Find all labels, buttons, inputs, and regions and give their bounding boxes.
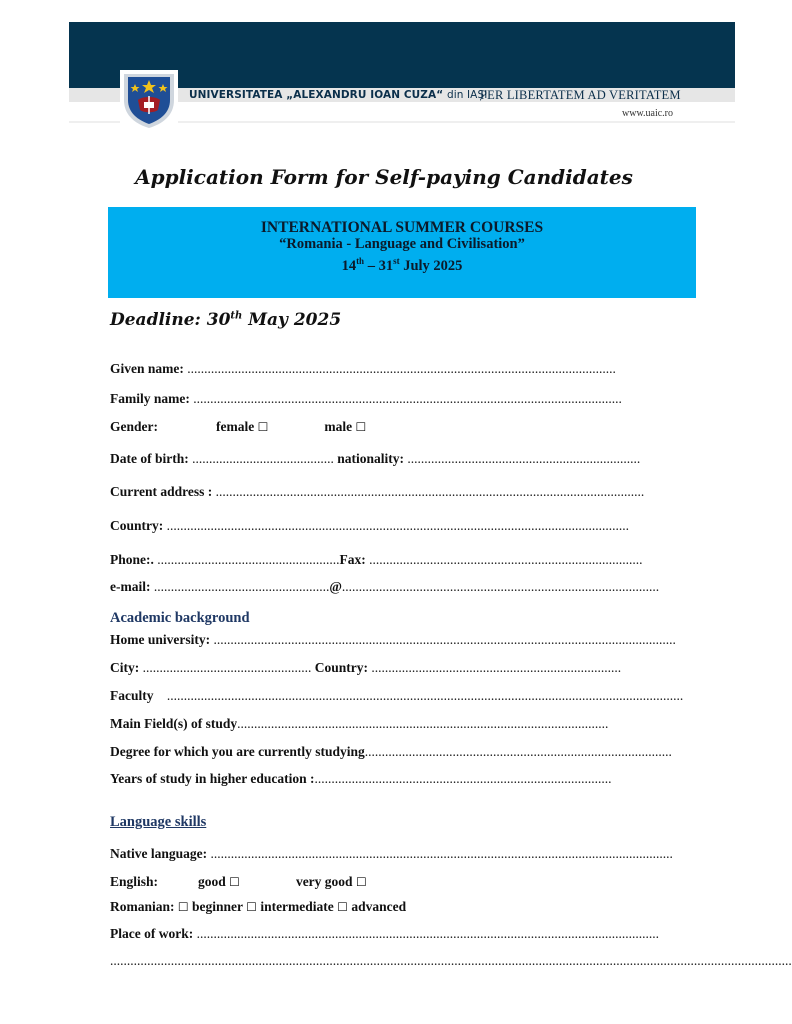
years-of-study-field[interactable]: ........................................................................................ [314, 771, 612, 786]
deadline-suffix-sup: th [230, 310, 243, 322]
place-of-work-row [110, 926, 694, 942]
academic-country-label: Country: [314, 660, 368, 675]
english-label: English: [110, 874, 159, 889]
native-language-row [110, 846, 695, 862]
university-name-main: UNIVERSITATEA „ALEXANDRU IOAN CUZA“ [189, 89, 444, 101]
romanian-intermediate-label: intermediate [260, 899, 334, 914]
romanian-intermediate-checkbox[interactable]: ☐ [246, 900, 257, 914]
english-very-good-checkbox[interactable]: ☐ [355, 875, 367, 889]
banner-course-dates [108, 253, 696, 275]
phone-label: Phone:. [110, 552, 154, 567]
main-fields-label: Main Field(s) of study [110, 716, 238, 731]
degree-row [110, 744, 695, 760]
romanian-advanced-label: advanced [351, 899, 407, 914]
phone-field[interactable]: ...................................................... [157, 552, 340, 567]
current-address-row [110, 484, 692, 500]
english-very-good-label: very good [295, 874, 353, 889]
date-mid: – 31 [364, 257, 394, 274]
date-of-birth-field[interactable]: .......................................... [192, 451, 334, 466]
date-end: July 2025 [399, 257, 463, 274]
family-name-label: Family name: [110, 391, 190, 406]
university-crest-icon [120, 70, 178, 130]
website-link[interactable]: www.uaic.ro [622, 108, 674, 119]
deadline-suffix: May 2025 [242, 310, 342, 330]
years-of-study-label: Years of study in higher education : [110, 771, 315, 786]
email-user-field[interactable]: .................................................... [153, 579, 330, 594]
romanian-beginner-label: beginner [192, 899, 243, 914]
native-language-field[interactable]: ......................................................................................................................................... [210, 846, 673, 861]
birth-nationality-row [110, 451, 690, 467]
faculty-row [110, 688, 694, 704]
deadline [110, 310, 341, 330]
gender-male-label: male [324, 419, 353, 434]
romanian-advanced-checkbox[interactable]: ☐ [337, 900, 348, 914]
date-end-suffix: st [393, 256, 400, 266]
page-title: Application Form for Self-paying Candidates [135, 165, 633, 189]
place-of-work-field[interactable]: ......................................................................................................................................... [196, 926, 659, 941]
nationality-label: nationality: [337, 451, 404, 466]
gender-row [110, 419, 695, 435]
university-motto: PER LIBERTATEM AD VERITATEM [480, 88, 681, 102]
email-at-sign: @ [329, 579, 342, 594]
nationality-field[interactable]: ..................................................................... [407, 451, 641, 466]
english-row [110, 874, 695, 890]
academic-country-field[interactable]: .......................................................................... [371, 660, 622, 675]
date-of-birth-label: Date of birth: [110, 451, 189, 466]
city-field[interactable]: .................................................. [142, 660, 312, 675]
gender-female-checkbox[interactable]: ☐ [257, 420, 269, 434]
home-university-label: Home university: [110, 632, 211, 647]
family-name-row [110, 391, 688, 407]
banner-course-type: INTERNATIONAL SUMMER COURSES [260, 219, 544, 236]
given-name-field[interactable]: ............................................................................................................................... [187, 361, 616, 376]
date-start: 14 [341, 257, 357, 274]
email-row [110, 579, 692, 595]
romanian-beginner-checkbox[interactable]: ☐ [177, 900, 189, 914]
fax-label: Fax: [339, 552, 366, 567]
place-of-work-continuation-row [110, 953, 792, 969]
english-good-checkbox[interactable]: ☐ [229, 875, 240, 889]
language-skills-heading: Language skills [110, 814, 207, 830]
romanian-label: Romanian: [110, 899, 175, 914]
date-start-suffix: th [356, 256, 365, 266]
gender-label: Gender: [110, 419, 158, 434]
home-university-field[interactable]: ......................................................................................................................................... [213, 632, 676, 647]
country-field[interactable]: ......................................................................................................................................... [166, 518, 629, 533]
course-banner [108, 207, 696, 298]
faculty-label: Faculty [110, 688, 154, 703]
university-name-city: din IAȘI [447, 89, 488, 101]
current-address-label: Current address : [110, 484, 213, 499]
country-row [110, 518, 690, 534]
gender-female-label: female [216, 419, 255, 434]
native-language-label: Native language: [110, 846, 208, 861]
main-fields-field[interactable]: .............................................................................................................. [237, 716, 609, 731]
place-of-work-label: Place of work: [110, 926, 194, 941]
main-fields-row [110, 716, 692, 732]
university-name [189, 89, 487, 101]
family-name-field[interactable]: ............................................................................................................................... [193, 391, 622, 406]
country-label: Country: [110, 518, 164, 533]
email-label: e-mail: [110, 579, 151, 594]
current-address-field[interactable]: ............................................................................................................................... [215, 484, 645, 499]
gender-male-checkbox[interactable]: ☐ [355, 420, 367, 434]
email-domain-field[interactable]: .............................................................................................. [341, 579, 660, 594]
degree-field[interactable]: ........................................................................................... [364, 744, 672, 759]
deadline-prefix: Deadline: 30 [110, 310, 231, 330]
romanian-row [110, 899, 695, 915]
given-name-row [110, 361, 685, 377]
city-label: City: [110, 660, 140, 675]
given-name-label: Given name: [110, 361, 184, 376]
years-of-study-row [110, 771, 692, 787]
faculty-field[interactable]: ......................................................................................................................................................... [166, 688, 684, 703]
fax-field[interactable]: ................................................................................. [369, 552, 643, 567]
degree-label: Degree for which you are currently studying [110, 744, 365, 759]
banner-course-name: “Romania - Language and Civilisation” [279, 236, 525, 252]
phone-fax-row [110, 552, 692, 568]
academic-background-heading: Academic background [110, 610, 250, 626]
home-university-row [110, 632, 695, 648]
city-country-row [110, 660, 692, 676]
english-good-label: good [198, 874, 226, 889]
place-of-work-continuation-field[interactable]: .......................................................................................................................................................................................................... [110, 953, 792, 968]
